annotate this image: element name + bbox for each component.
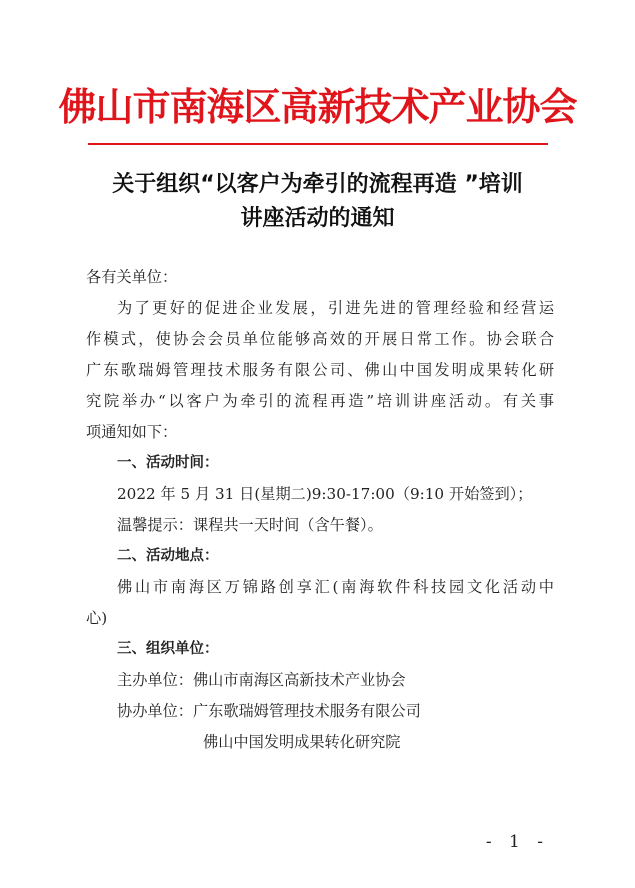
section-location-line-2: 心): [86, 609, 108, 627]
section-time-line-1: 2022 年 5 月 31 日(星期二)9:30-17:00（9:10 开始签到）；: [117, 485, 533, 503]
notice-title: [70, 168, 565, 236]
intro-line-5: 项通知如下：: [86, 423, 178, 441]
intro-line-3: 广东歌瑞姆管理技术服务有限公司、佛山中国发明成果转化研: [86, 361, 554, 379]
host-organizer: 主办单位：佛山市南海区高新技术产业协会: [117, 671, 406, 689]
notice-title-line-1: 关于组织“以客户为牵引的流程再造 ”培训: [112, 172, 523, 197]
co-host-organizer: 协办单位：广东歌瑞姆管理技术服务有限公司: [117, 702, 421, 720]
organization-header: 佛山市南海区高新技术产业协会: [58, 84, 577, 129]
notice-body: [86, 262, 554, 758]
intro-line-1: 为了更好的促进企业发展，引进先进的管理经验和经营运: [117, 299, 554, 317]
co-host-organizer-2: 佛山中国发明成果转化研究院: [203, 733, 401, 751]
salutation: 各有关单位：: [86, 268, 178, 286]
section-time-heading: 一、活动时间：: [117, 455, 219, 471]
section-organizers-heading: 三、组织单位：: [117, 641, 219, 657]
intro-line-4: 究院举办“以客户为牵引的流程再造”培训讲座活动。有关事: [86, 392, 554, 410]
notice-title-line-2: 讲座活动的通知: [240, 206, 395, 231]
section-location-line-1: 佛山市南海区万锦路创享汇(南海软件科技园文化活动中: [117, 578, 554, 596]
header-divider: [88, 143, 548, 145]
page-number: - 1 -: [485, 832, 549, 852]
section-location-heading: 二、活动地点：: [117, 548, 219, 564]
intro-line-2: 作模式，使协会会员单位能够高效的开展日常工作。协会联合: [86, 330, 554, 348]
section-time-line-2: 温馨提示：课程共一天时间（含午餐）。: [117, 516, 383, 534]
